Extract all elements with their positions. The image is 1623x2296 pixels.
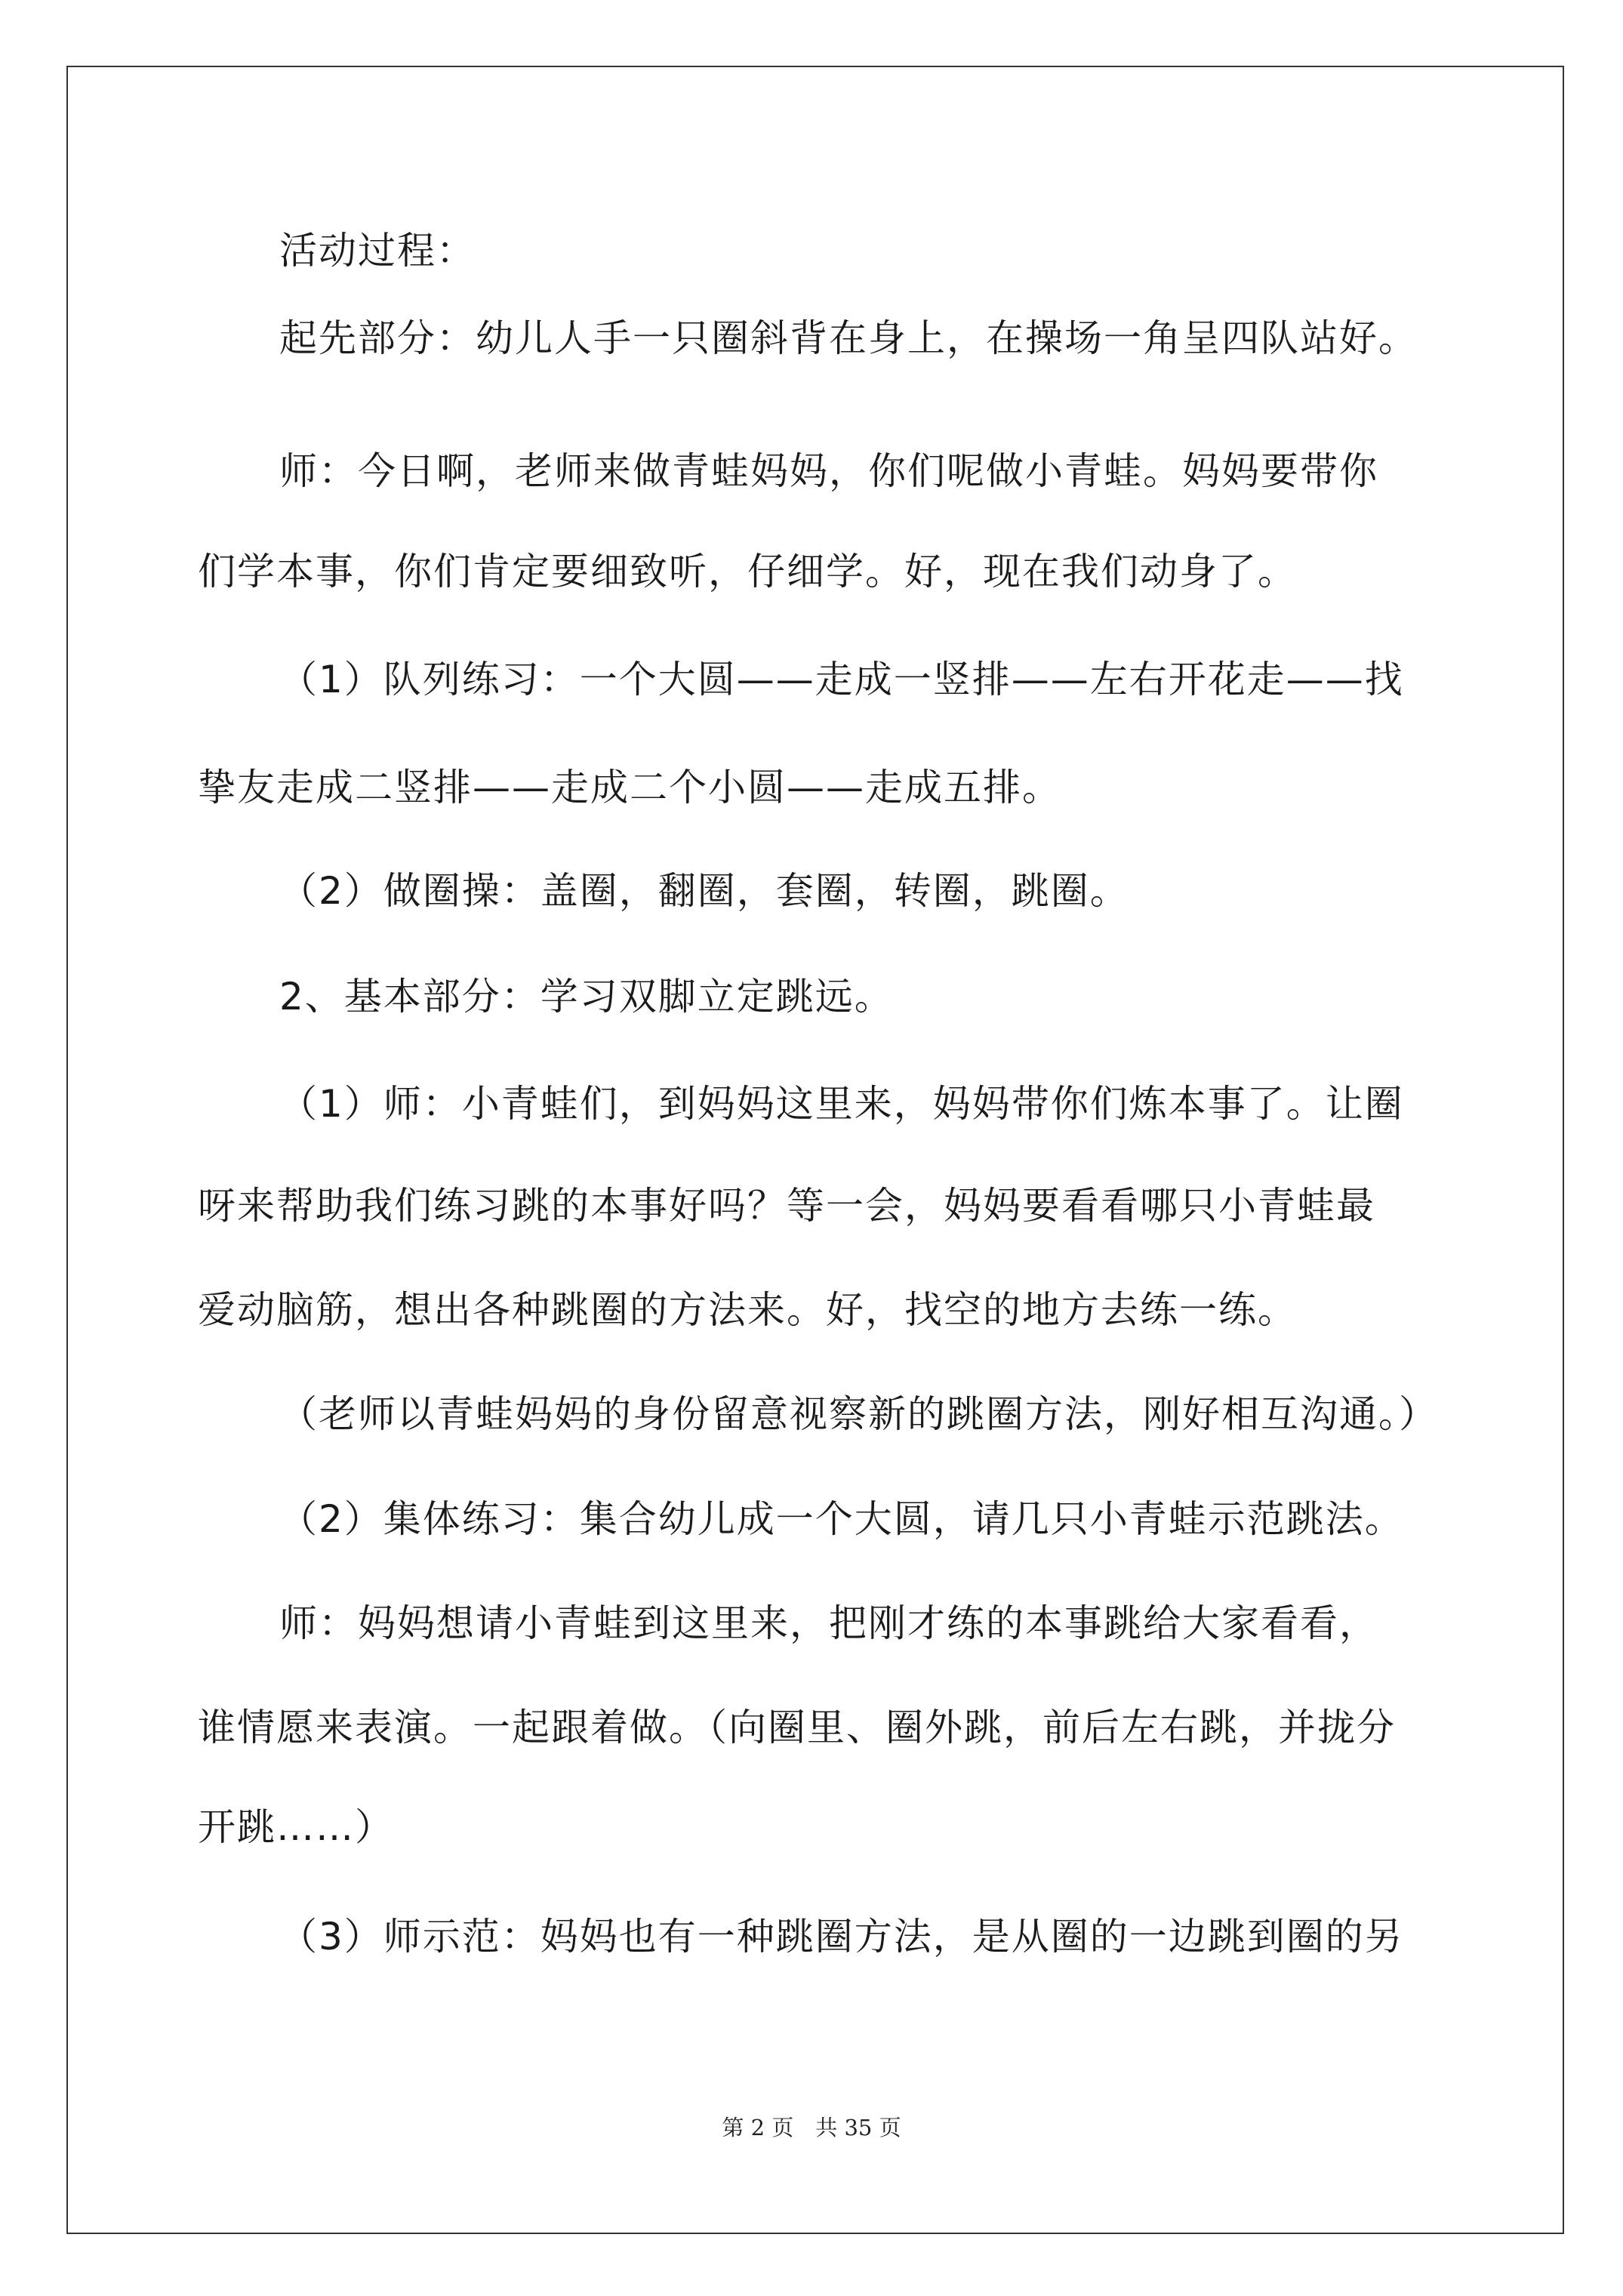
- paragraph-line: 起先部分：幼儿人手一只圈斜背在身上，在操场一角呈四队站好。: [279, 316, 1418, 360]
- paragraph-line: 师：妈妈想请小青蛙到这里来，把刚才练的本事跳给大家看看，: [279, 1601, 1378, 1645]
- paragraph-line: （1）队列练习：一个大圆——走成一竖排——左右开花走——找: [279, 658, 1404, 701]
- paragraph-line: 活动过程：: [279, 229, 476, 273]
- page-number-footer: 第 2 页 共 35 页: [722, 2115, 901, 2140]
- page-border: [66, 66, 1564, 2234]
- paragraph-line: 2、基本部分：学习双脚立定跳远。: [279, 975, 894, 1019]
- paragraph-line: 呀来帮助我们练习跳的本事好吗？等一会，妈妈要看看哪只小青蛙最: [198, 1184, 1375, 1228]
- paragraph-line: 们学本事，你们肯定要细致听，仔细学。好，现在我们动身了。: [198, 550, 1297, 593]
- paragraph-line: 挚友走成二竖排——走成二个小圆——走成五排。: [198, 766, 1061, 809]
- paragraph-line: （1）师：小青蛙们，到妈妈这里来，妈妈带你们炼本事了。让圈: [279, 1082, 1404, 1126]
- paragraph-line: （2）集体练习：集合幼儿成一个大圆，请几只小青蛙示范跳法。: [279, 1497, 1404, 1541]
- paragraph-line: 师：今日啊，老师来做青蛙妈妈，你们呢做小青蛙。妈妈要带你: [279, 449, 1378, 493]
- paragraph-line: （3）师示范：妈妈也有一种跳圈方法，是从圈的一边跳到圈的另: [279, 1915, 1404, 1959]
- paragraph-line: （老师以青蛙妈妈的身份留意视察新的跳圈方法，刚好相互沟通。）: [279, 1392, 1438, 1436]
- paragraph-line: 谁情愿来表演。一起跟着做。（向圈里、圈外跳，前后左右跳，并拢分: [198, 1706, 1396, 1749]
- paragraph-line: 开跳……）: [198, 1805, 394, 1849]
- paragraph-line: （2）做圈操：盖圈，翻圈，套圈，转圈，跳圈。: [279, 869, 1129, 913]
- paragraph-line: 爱动脑筋，想出各种跳圈的方法来。好，找空的地方去练一练。: [198, 1288, 1297, 1332]
